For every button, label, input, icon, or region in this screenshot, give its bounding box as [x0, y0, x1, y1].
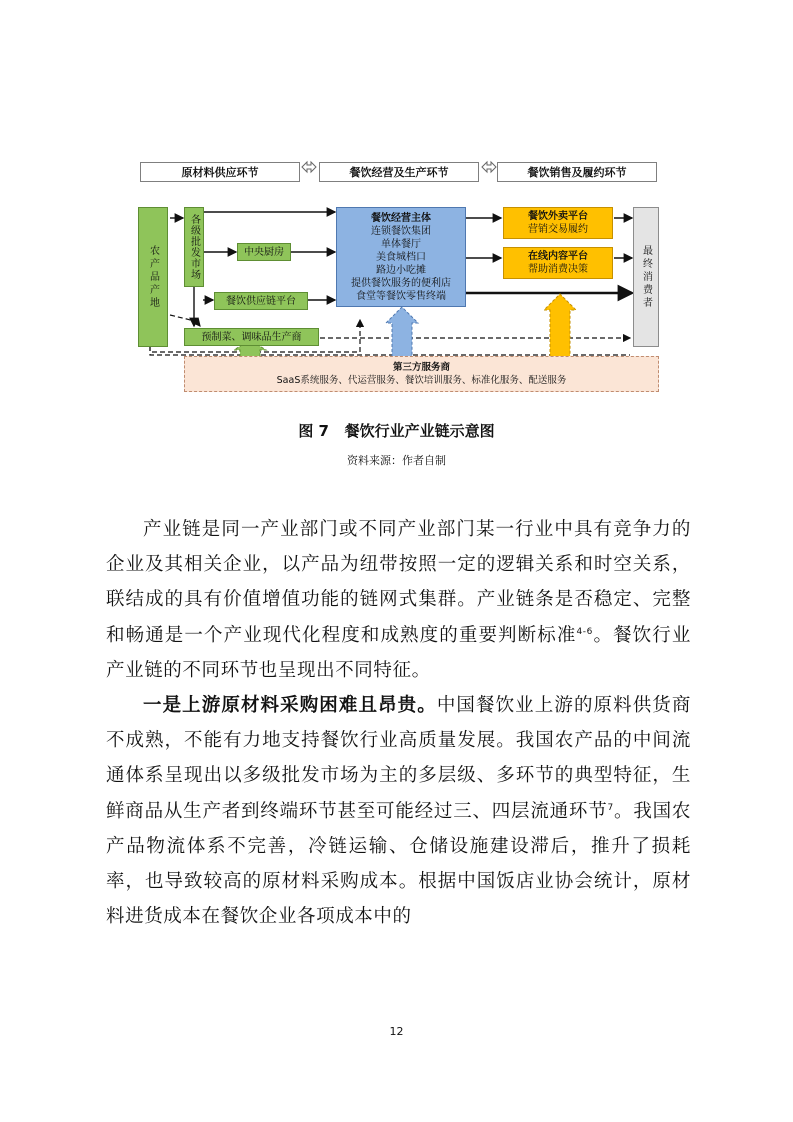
content-title: 在线内容平台 [528, 251, 588, 262]
takeaway-sub: 营销交易履约 [528, 224, 588, 235]
takeaway-title: 餐饮外卖平台 [528, 211, 588, 222]
operator-line: 食堂等餐饮零售终端 [356, 290, 446, 302]
caption-number: 图 7 [298, 422, 329, 440]
figure-caption [0, 420, 793, 441]
paragraph-text: 。我国农产品物流体系不完善，冷链运输、仓储设施建设滞后，推升了损耗率，也导致较高的原材料采购成本。根据中国饭店业协会统计，原材料进货成本在餐饮企业各项成本中的 [106, 800, 691, 928]
paragraph-text: 产业链是同一产业部门或不同产业部门某一行业中具有竞争力的企业及其相关企业，以产品为纽带按照一定的逻辑关系和时空关系，联结成的具有价值增值功能的链网式集群。产业链条是否稳定、完整和畅通是一个产业现代化程度和成熟度的重要判断标准 [106, 519, 691, 646]
content-sub: 帮助消费决策 [528, 264, 588, 275]
paragraph-text: 中国餐饮业上游的原料供货商不成熟，不能有力地支持餐饮行业高质量发展。我国农产品的中间流通体系呈现出以多级批发市场为主的多层级、多环节的典型特征，生鲜商品从生产者到终端环节甚至可能经过三、四层流通环节 [106, 695, 691, 822]
prepared-food-box: 预制菜、调味品生产商 [184, 328, 319, 346]
services-sub: SaaS系统服务、代运营服务、餐饮培训服务、标准化服务、配送服务 [276, 375, 567, 386]
citation: 7 [607, 802, 614, 813]
paragraph-lead: 一是上游原材料采购困难且昂贵。 [143, 695, 437, 717]
operator-line: 提供餐饮服务的便利店 [351, 277, 451, 289]
wholesale-market-box: 各级批发市场 [184, 207, 204, 287]
caption-title: 餐饮行业产业链示意图 [344, 422, 495, 440]
operator-box [336, 207, 466, 307]
header-operation: 餐饮经营及生产环节 [319, 162, 479, 182]
industry-chain-figure [130, 150, 665, 400]
figure-source: 资料来源：作者自制 [347, 454, 446, 467]
header-supply: 原材料供应环节 [140, 162, 300, 182]
central-kitchen-box: 中央厨房 [237, 243, 291, 261]
paragraph [106, 512, 691, 688]
operator-line: 美食城档口 [376, 251, 426, 263]
header-sales: 餐饮销售及履约环节 [497, 162, 657, 182]
third-party-services-box [184, 356, 659, 392]
operator-title: 餐饮经营主体 [371, 212, 431, 224]
citation: 4-6 [576, 626, 593, 637]
operator-line: 单体餐厅 [381, 238, 421, 250]
takeaway-platform-box [503, 207, 613, 239]
body-text [106, 512, 691, 934]
supply-chain-platform-box: 餐饮供应链平台 [214, 292, 308, 310]
paragraph [106, 688, 691, 934]
operator-line: 连锁餐饮集团 [371, 225, 431, 237]
content-platform-box [503, 247, 613, 279]
consumer-box: 最终消费者 [633, 207, 659, 347]
operator-line: 路边小吃摊 [376, 264, 426, 276]
services-title: 第三方服务商 [392, 362, 450, 373]
farm-origin-box: 农产品产地 [138, 207, 168, 347]
page-number: 12 [389, 1025, 404, 1038]
paragraph-text: 。餐饮行业产业链的不同环节也呈现出不同特征。 [106, 624, 691, 681]
